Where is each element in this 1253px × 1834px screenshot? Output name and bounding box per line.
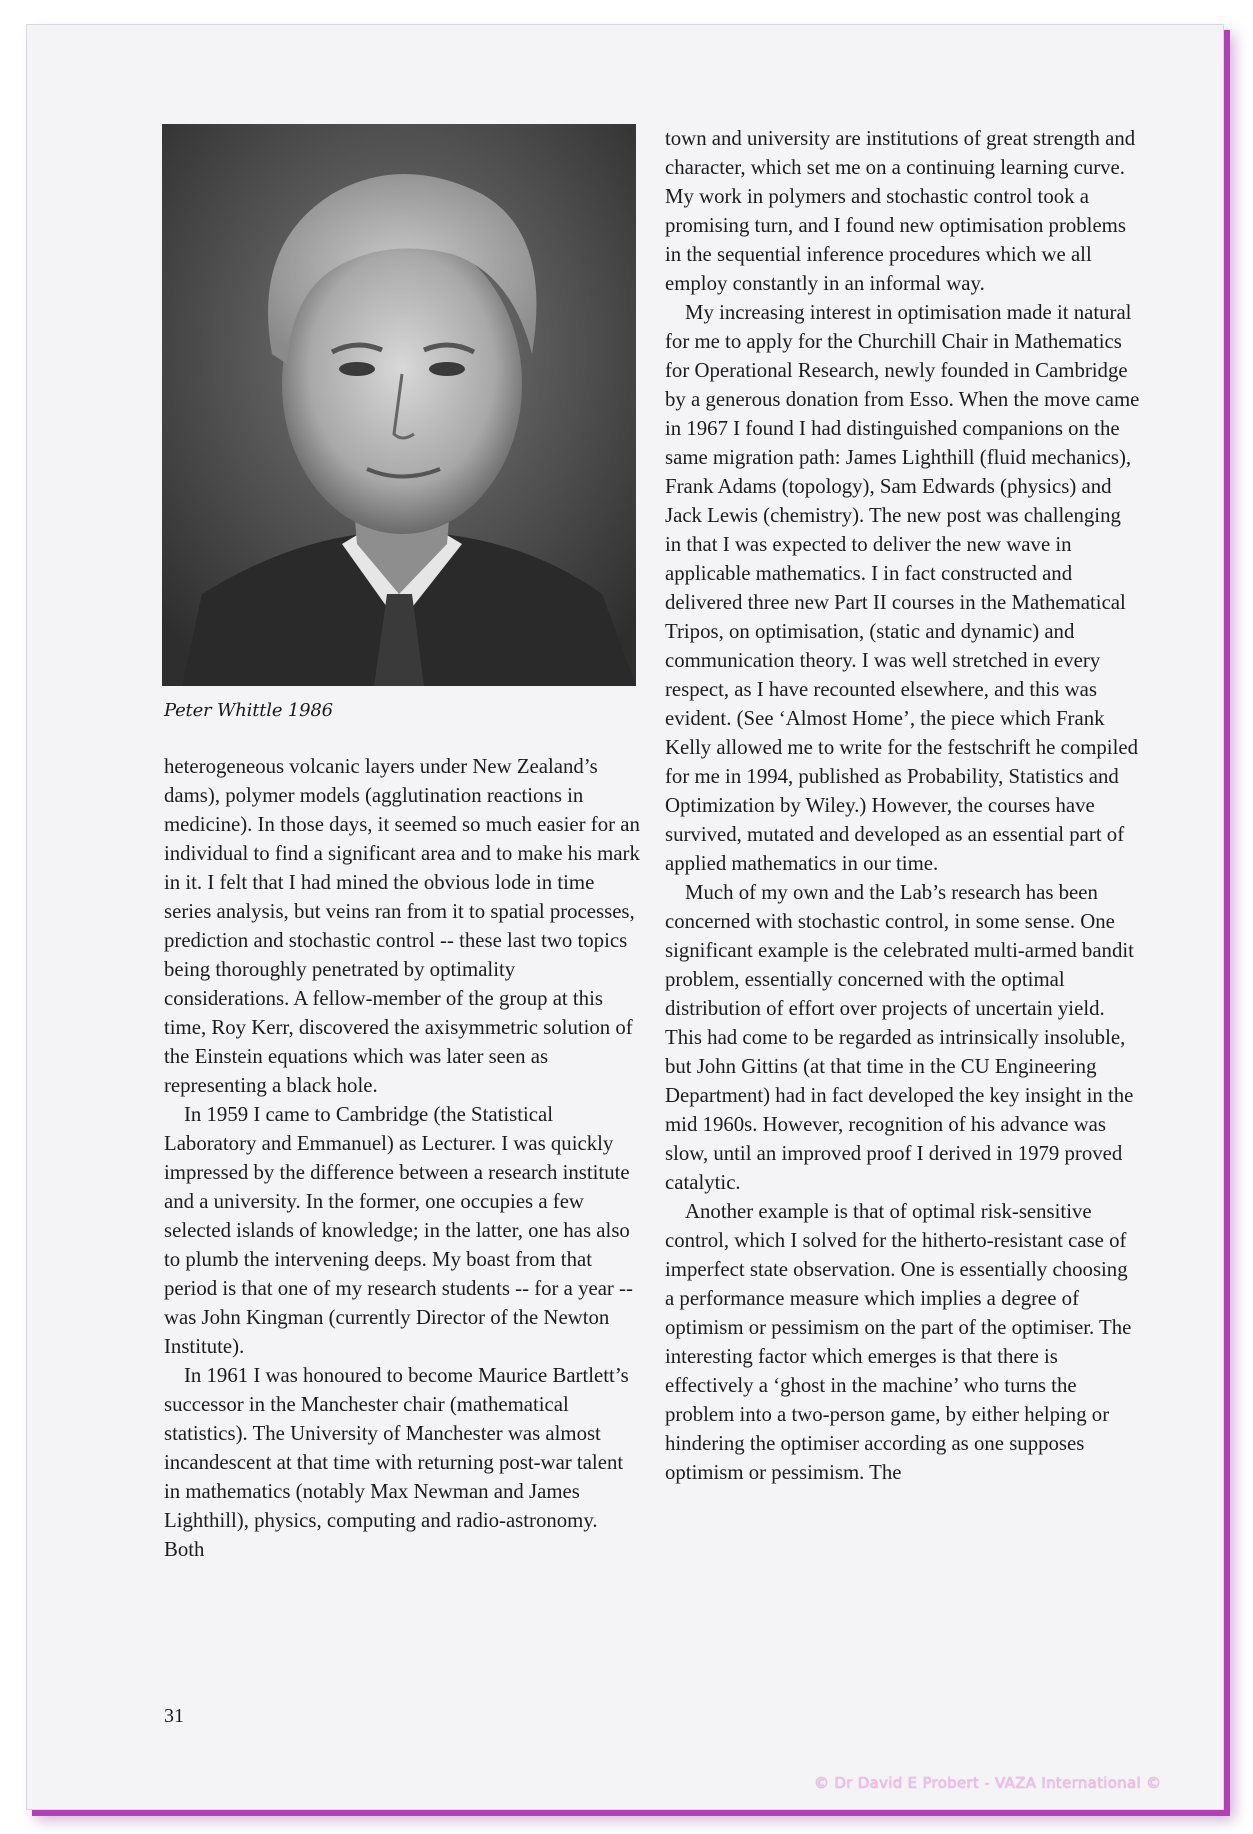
page-number: 31 [164,1705,184,1727]
portrait-photo [162,124,636,686]
copyright-watermark: © Dr David E Probert - VAZA International © [814,1774,1162,1792]
paragraph: heterogeneous volcanic layers under New Zealand’s dams), polymer models (agglutination reactions in medicine). In those days, it seemed so much easier for an individual to find a significant area and to make his mark in it. I felt that I had mined the obvious lode in time series analysis, but veins ran from it to spatial processes, prediction and stochastic control -- these last two topics being thoroughly penetrated by optimality considerations. A fellow-member of the group at this time, Roy Kerr, discovered the axisymmetric solution of the Einstein equations which was later seen as representing a black hole. [164,755,640,1097]
paragraph: In 1961 I was honoured to become Maurice Bartlett’s successor in the Manchester chair (mathematical statistics). The University of Manchester was almost incandescent at that time with returning post-war talent in mathematics (notably Max Newman and James Lighthill), physics, computing and radio-astronomy. Both [164,1364,629,1561]
paragraph: In 1959 I came to Cambridge (the Statistical Laboratory and Emmanuel) as Lecturer. I was quickly impressed by the difference between a research institute and a university. In the former, one occupies a few selected islands of knowledge; in the latter, one has also to plumb the intervening deeps. My boast from that period is that one of my research students -- for a year -- was John Kingman (currently Director of the Newton Institute). [164,1103,633,1358]
paragraph: Another example is that of optimal risk-sensitive control, which I solved for the hitherto-resistant case of imperfect state observation. One is essentially choosing a performance measure which implies a degree of optimism or pessimism on the part of the optimiser. The interesting factor which emerges is that there is effectively a ‘ghost in the machine’ who turns the problem into a two-person game, by either helping or hindering the optimiser according as one supposes optimism or pessimism. The [665,1200,1132,1484]
left-column [164,752,640,1564]
photo-caption: Peter Whittle 1986 [164,700,333,721]
paragraph: Much of my own and the Lab’s research has been concerned with stochastic control, in some sense. One significant example is the celebrated multi-armed bandit problem, essentially concerned with the optimal distribution of effort over projects of uncertain yield. This had come to be regarded as intrinsically insoluble, but John Gittins (at that time in the CU Engineering Department) had in fact developed the key insight in the mid 1960s. However, recognition of his advance was slow, until an improved proof I derived in 1979 proved catalytic. [665,881,1134,1194]
paragraph: My increasing interest in optimisation made it natural for me to apply for the Churchill Chair in Mathematics for Operational Research, newly founded in Cambridge by a generous donation from Esso. When the move came in 1967 I found I had distinguished companions on the same migration path: James Lighthill (fluid mechanics), Frank Adams (topology), Sam Edwards (physics) and Jack Lewis (chemistry). The new post was challenging in that I was expected to deliver the new wave in applicable mathematics. I in fact constructed and delivered three new Part II courses in the Mathematical Tripos, on optimisation, (static and dynamic) and communication theory. I was well stretched in every respect, as I have recounted elsewhere, and this was evident. (See ‘Almost Home’, the piece which Frank Kelly allowed me to write for the festschrift he compiled for me in 1994, published as Probability, Statistics and Optimization by Wiley.) However, the courses have survived, mutated and developed as an essential part of applied mathematics in our time. [665,301,1140,875]
portrait-illustration [162,124,636,686]
paragraph: town and university are institutions of great strength and character, which set me on a continuing learning curve. My work in polymers and stochastic control took a promising turn, and I found new optimisation problems in the sequential inference procedures which we all employ constantly in an informal way. [665,127,1136,295]
right-column [665,124,1141,1487]
